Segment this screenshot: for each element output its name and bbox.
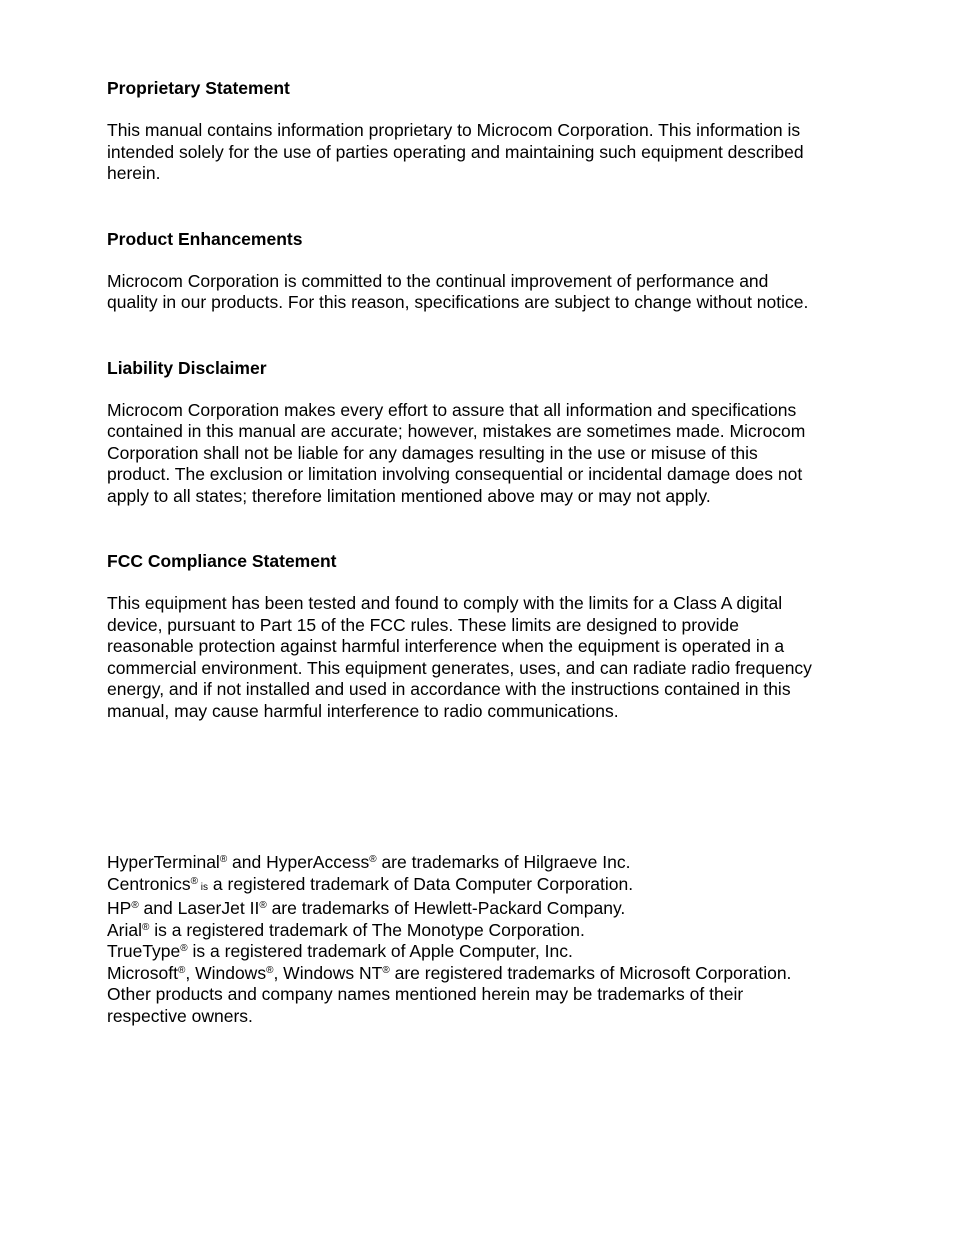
trademark-text: are trademarks of Hewlett-Packard Company.	[266, 898, 626, 918]
section-body	[107, 120, 887, 185]
trademark-text: is a registered trademark of The Monotype Corporation.	[149, 919, 585, 940]
body-line: contained in this manual are accurate; however, mistakes are sometimes made. Microcom	[107, 421, 806, 441]
section-body	[107, 593, 887, 722]
section-body	[107, 271, 887, 314]
trademark-text: HyperTerminal	[107, 852, 220, 872]
registered-mark: ®	[190, 875, 199, 887]
body-line: herein.	[107, 163, 161, 183]
document-page	[107, 77, 887, 722]
body-line: This equipment has been tested and found to comply with the limits for a Class A digital	[107, 593, 783, 613]
trademark-text: a registered trademark of Data Computer Corporation.	[208, 873, 634, 894]
trademarks-block	[107, 852, 887, 1027]
trademark-text: are trademarks of Hilgraeve Inc.	[376, 852, 631, 872]
trademark-line: Other products and company names mentioned herein may be trademarks of their	[107, 984, 744, 1004]
trademark-line	[107, 920, 887, 942]
trademark-text: and LaserJet II	[138, 898, 260, 918]
registered-mark: ®	[219, 854, 228, 865]
trademark-line	[107, 941, 887, 963]
registered-mark: ®	[382, 964, 390, 976]
trademark-text: Microsoft	[107, 962, 178, 983]
trademark-line	[107, 874, 887, 899]
body-line: This manual contains information proprietary to Microcom Corporation. This information is	[107, 120, 801, 140]
section-heading: FCC Compliance Statement	[107, 551, 337, 571]
registered-mark: ®	[259, 900, 267, 911]
trademark-line	[107, 898, 887, 920]
trademark-text: , Windows	[185, 962, 267, 983]
body-line: reasonable protection against harmful interference when the equipment is operated in a	[107, 636, 785, 656]
body-line: commercial environment. This equipment generates, uses, and can radiate radio frequency	[107, 657, 812, 678]
body-line: quality in our products. For this reason, specifications are subject to change without notice.	[107, 292, 809, 312]
registered-mark: ®	[266, 964, 274, 976]
section-heading: Proprietary Statement	[107, 78, 290, 98]
trademark-line: respective owners.	[107, 1005, 253, 1026]
section-heading: Liability Disclaimer	[107, 357, 267, 378]
body-line: energy, and if not installed and used in accordance with the instructions contained in this	[107, 679, 791, 699]
trademark-text: Centronics	[107, 873, 191, 894]
trademark-text: TrueType	[107, 941, 181, 961]
section-fcc-compliance	[107, 550, 887, 722]
section-heading: Product Enhancements	[107, 228, 303, 249]
registered-mark: ®	[142, 921, 150, 933]
body-line: intended solely for the use of parties operating and maintaining such equipment described	[107, 141, 804, 162]
body-line: Microcom Corporation is committed to the continual improvement of performance and	[107, 270, 769, 291]
registered-mark: ®	[131, 900, 139, 911]
section-body	[107, 400, 887, 508]
trademark-text: , Windows NT	[273, 962, 383, 983]
body-line: manual, may cause harmful interference to radio communications.	[107, 700, 619, 721]
trademark-text: HP	[107, 898, 132, 918]
section-liability-disclaimer	[107, 357, 887, 508]
registered-mark: ®	[177, 964, 186, 976]
body-line: product. The exclusion or limitation involving consequential or incidental damage does not	[107, 464, 803, 484]
trademark-text: are registered trademarks of Microsoft Corporation.	[389, 962, 792, 983]
trademark-text: is a registered trademark of Apple Computer, Inc.	[187, 941, 573, 961]
trademark-text-small: is	[198, 881, 209, 893]
registered-mark: ®	[180, 943, 188, 954]
section-product-enhancements	[107, 228, 887, 314]
body-line: apply to all states; therefore limitation mentioned above may or may not apply.	[107, 485, 711, 506]
body-line: device, pursuant to Part 15 of the FCC rules. These limits are designed to provide	[107, 614, 739, 635]
registered-mark: ®	[369, 854, 377, 865]
body-line: Corporation shall not be liable for any damages resulting in the use or misuse of this	[107, 442, 758, 463]
section-proprietary-statement	[107, 77, 887, 185]
trademark-line	[107, 963, 887, 985]
trademark-line	[107, 852, 887, 874]
trademark-text: Arial	[107, 919, 143, 940]
trademark-text: and HyperAccess	[227, 852, 370, 872]
body-line: Microcom Corporation makes every effort to assure that all information and specifications	[107, 399, 797, 420]
